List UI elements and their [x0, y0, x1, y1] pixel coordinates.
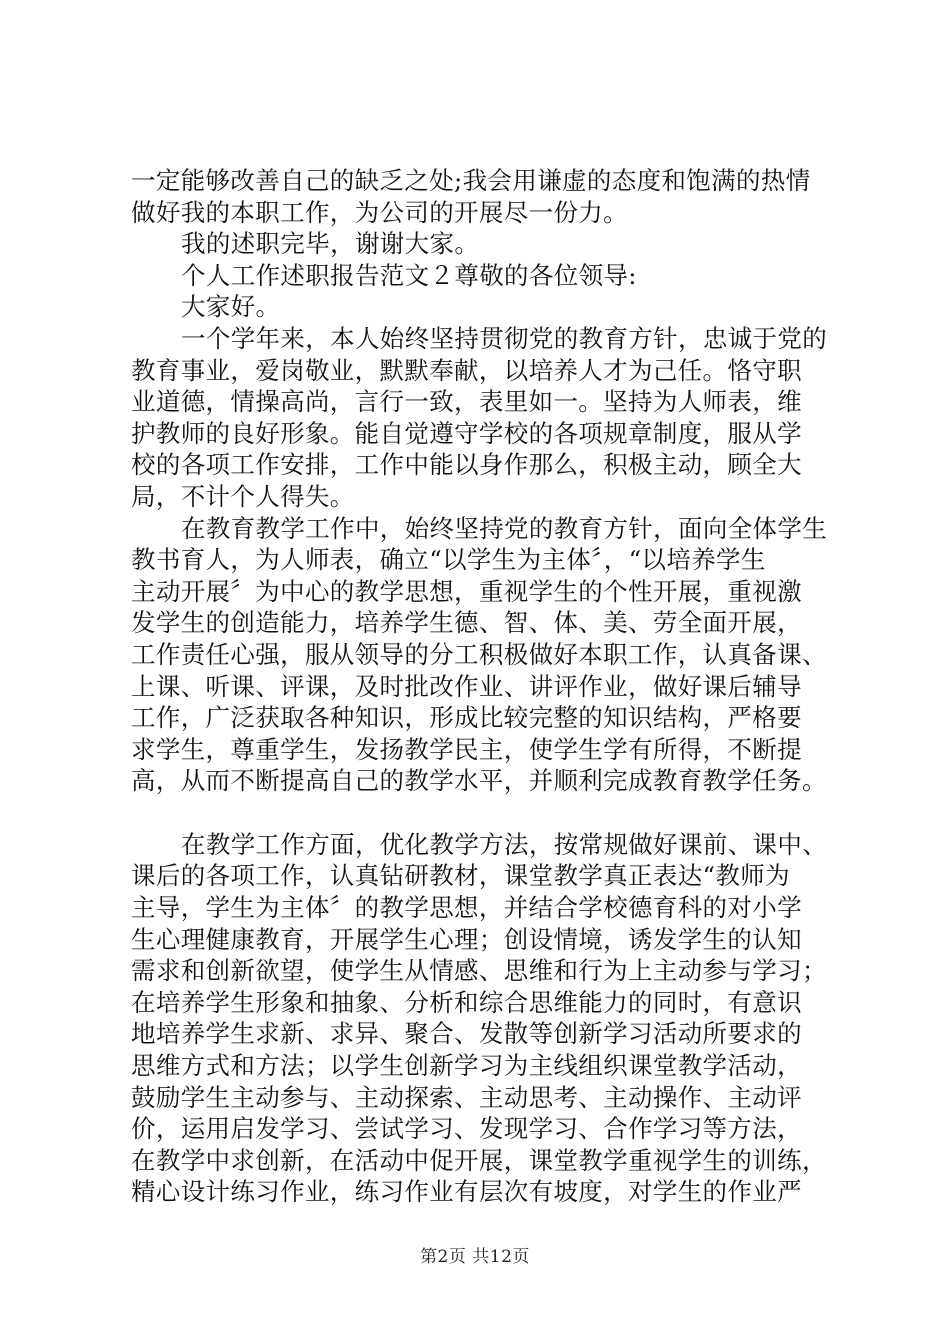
document-body	[131, 165, 849, 1208]
text-line: 工作，广泛获取各种知识，形成比较完整的知识结构，严格要	[131, 703, 802, 733]
text-line: 生心理健康教育，开展学生心理；创设情境，诱发学生的认知	[131, 924, 802, 954]
body-paragraph-2	[131, 513, 849, 797]
title-paragraph	[131, 260, 849, 292]
text-line: 在教学工作方面，优化教学方法，按常规做好课前、课中、	[181, 829, 828, 859]
text-line: 工作责任心强，服从领导的分工积极做好本职工作，认真备课、	[131, 639, 827, 669]
text-line: 在培养学生形象和抽象、分析和综合思维能力的同时，有意识	[131, 987, 802, 1017]
text-line: 一定能够改善自己的缺乏之处;我会用谦虚的态度和饱满的热情	[131, 166, 811, 195]
text-line: 鼓励学生主动参与、主动探索、主动思考、主动操作、主动评	[131, 1082, 802, 1112]
body-paragraph-1	[131, 323, 849, 513]
text-line: 大家好。	[181, 292, 281, 322]
text-line: 我的述职完毕，谢谢大家。	[181, 229, 480, 259]
text-line: 校的各项工作安排，工作中能以身作那么，积极主动，顾全大	[131, 450, 802, 480]
text-line: 教书育人，为人师表，确立“以学生为主体〞，“以培养学生	[131, 545, 766, 575]
text-line: 在教育教学工作中，始终坚持党的教育方针，面向全体学生	[181, 513, 828, 543]
continuation-paragraph	[131, 165, 849, 228]
text-line: 一个学年来，本人始终坚持贯彻党的教育方针，忠诚于党的	[181, 323, 828, 353]
greeting-paragraph	[131, 291, 849, 323]
text-line: 个人工作述职报告范文２尊敬的各位领导:	[181, 260, 637, 290]
text-line: 地培养学生求新、求异、聚合、发散等创新学习活动所要求的	[131, 1019, 802, 1049]
closing-paragraph	[131, 228, 849, 260]
text-line: 在教学中求创新，在活动中促开展，课堂教学重视学生的训练，	[131, 1145, 827, 1175]
text-line: 做好我的本职工作，为公司的开展尽一份力。	[131, 197, 628, 227]
body-paragraph-3	[131, 829, 849, 1208]
text-line: 精心设计练习作业，练习作业有层次有坡度，对学生的作业严	[131, 1177, 802, 1207]
text-line: 需求和创新欲望，使学生从情感、思维和行为上主动参与学习；	[131, 956, 827, 986]
text-line: 求学生，尊重学生，发扬教学民主，使学生学有所得，不断提	[131, 734, 802, 764]
text-line: 高，从而不断提高自己的教学水平，并顺利完成教育教学任务。	[131, 766, 827, 796]
text-line: 思维方式和方法；以学生创新学习为主线组织课堂教学活动，	[131, 1051, 802, 1081]
text-line: 业道德，情操高尚，言行一致，表里如一。坚持为人师表，维	[131, 387, 802, 417]
text-line: 教育事业，爱岗敬业，默默奉献，以培养人才为己任。恪守职	[131, 355, 802, 385]
text-line: 局，不计个人得失。	[131, 481, 355, 511]
text-line: 主动开展〞为中心的教学思想，重视学生的个性开展，重视激	[131, 576, 802, 606]
text-line: 课后的各项工作，认真钻研教材，课堂教学真正表达“教师为	[131, 861, 790, 891]
text-line: 上课、听课、评课，及时批改作业、讲评作业，做好课后辅导	[131, 671, 802, 701]
text-line: 护教师的良好形象。能自觉遵守学校的各项规章制度，服从学	[131, 418, 802, 448]
text-line: 价，运用启发学习、尝试学习、发现学习、合作学习等方法，	[131, 1114, 802, 1144]
text-line: 发学生的创造能力，培养学生德、智、体、美、劳全面开展，	[131, 608, 802, 638]
text-line: 主导，学生为主体〞的教学思想，并结合学校德育科的对小学	[131, 893, 802, 923]
paragraph-gap	[131, 797, 849, 829]
page-footer: 第2页 共12页	[420, 1247, 530, 1267]
